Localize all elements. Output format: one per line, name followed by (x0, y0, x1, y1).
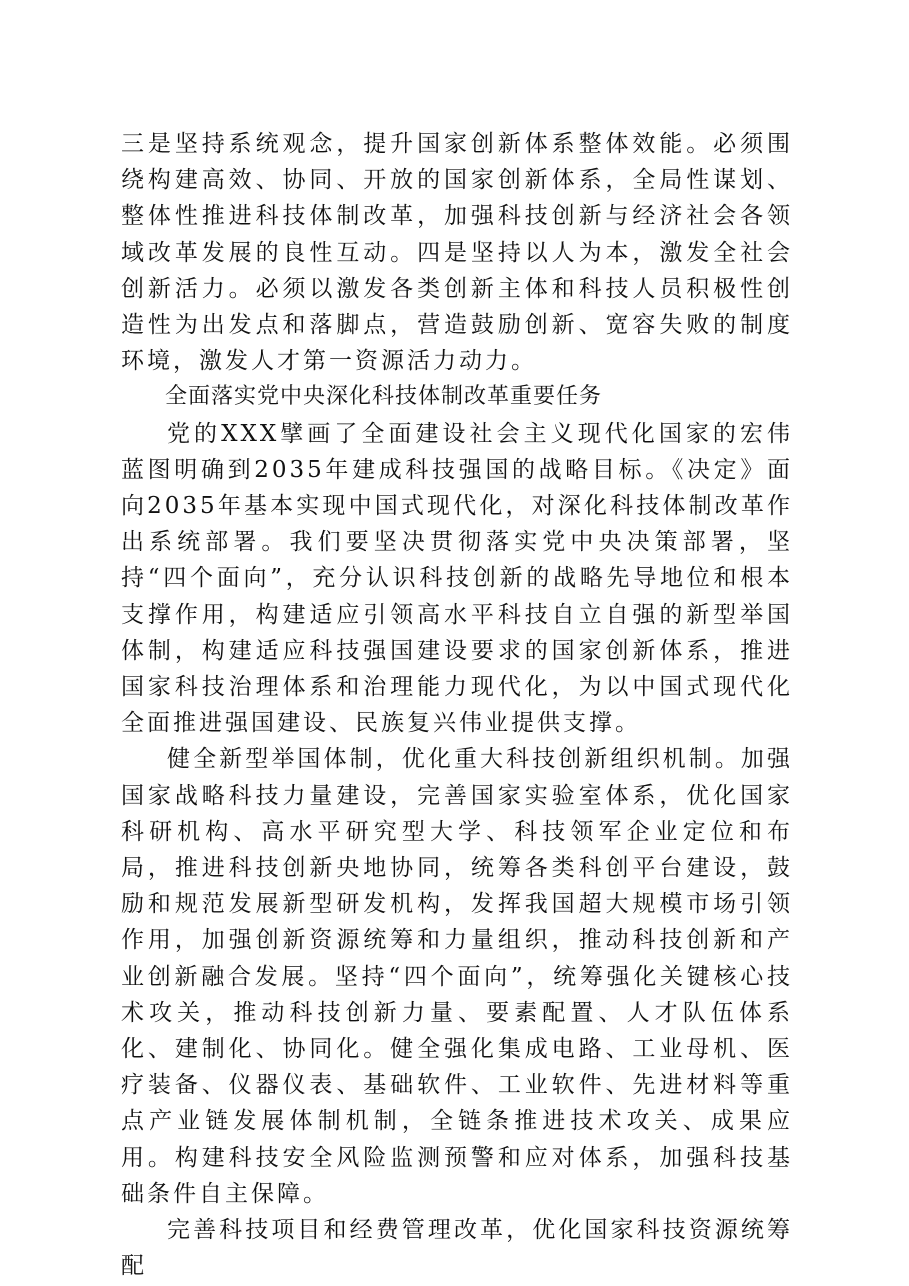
paragraph: 健全新型举国体制，优化重大科技创新组织机制。加强国家战略科技力量建设，完善国家实验室体系，优化国家科研机构、高水平研究型大学、科技领军企业定位和布局，推进科技创新央地协同，统筹各类科创平台建设，鼓励和规范发展新型研发机构，发挥我国超大规模市场引领作用，加强创新资源统筹和力量组织，推动科技创新和产业创新融合发展。坚持“四个面向”，统筹强化关键核心技术攻关，推动科技创新力量、要素配置、人才队伍体系化、建制化、协同化。健全强化集成电路、工业母机、医疗装备、仪器仪表、基础软件、工业软件、先进材料等重点产业链发展体制机制，全链条推进技术攻关、成果应用。构建科技安全风险监测预警和应对体系，加强科技基础条件自主保障。 (121, 746, 793, 1207)
section-heading: 全面落实党中央深化科技体制改革重要任务 (165, 384, 603, 410)
paragraph-continued: 三是坚持系统观念，提升国家创新体系整体效能。必须围绕构建高效、协同、开放的国家创新体系，全局性谋划、整体性推进科技体制改革，加强科技创新与经济社会各领域改革发展的良性互动。四是坚持以人为本，激发全社会创新活力。必须以激发各类创新主体和科技人员积极性创造性为出发点和落脚点，营造鼓励创新、宽容失败的制度环境，激发人才第一资源活力动力。 (121, 131, 793, 375)
document-page (121, 126, 793, 1285)
paragraph: 党的XXX擘画了全面建设社会主义现代化国家的宏伟蓝图明确到2035年建成科技强国的战略目标。《决定》面向2035年基本实现中国式现代化，对深化科技体制改革作出系统部署。我们要坚决贯彻落实党中央决策部署，坚持“四个面向”，充分认识科技创新的战略先导地位和根本支撑作用，构建适应引领高水平科技自立自强的新型举国体制，构建适应科技强国建设要求的国家创新体系，推进国家科技治理体系和治理能力现代化，为以中国式现代化全面推进强国建设、民族复兴伟业提供支撑。 (121, 420, 793, 737)
paragraph: 完善科技项目和经费管理改革，优化国家科技资源统筹配 (121, 1217, 793, 1280)
